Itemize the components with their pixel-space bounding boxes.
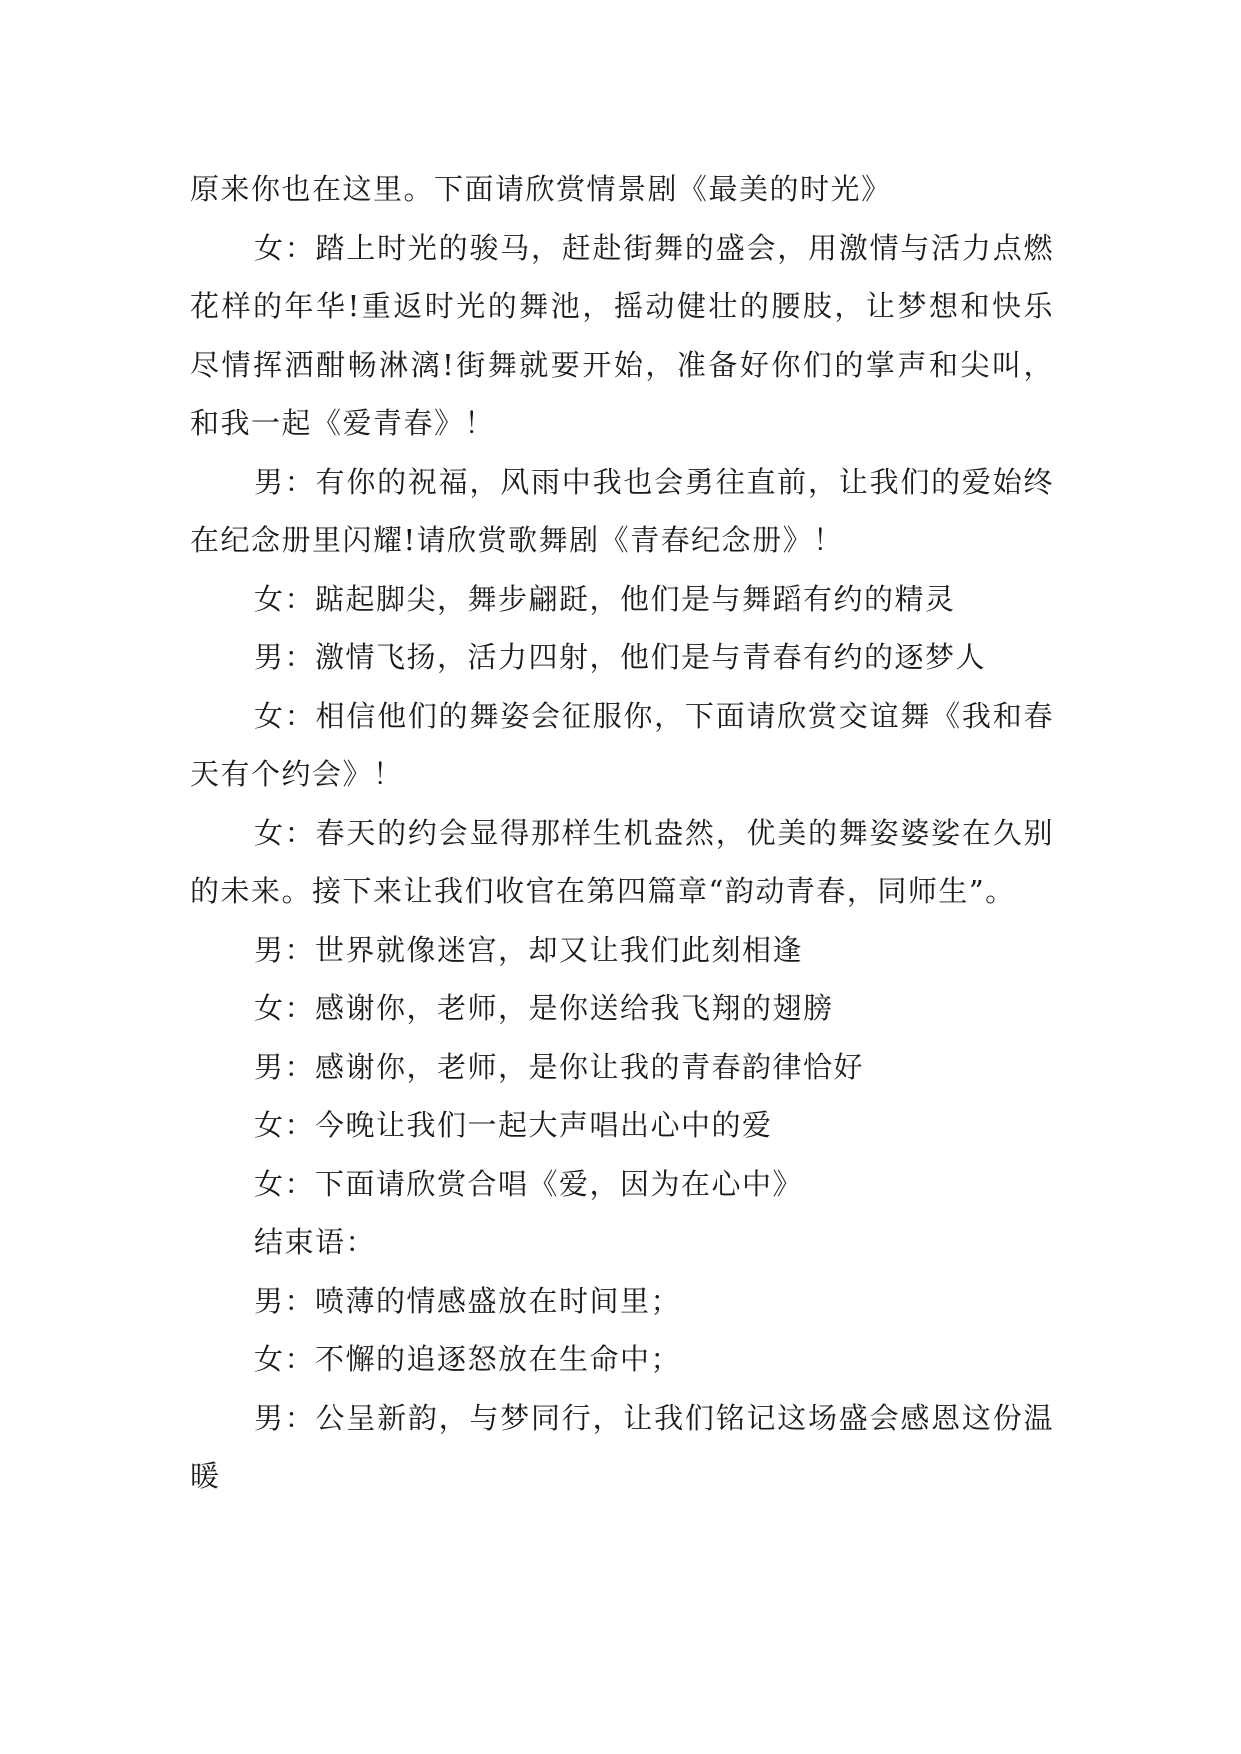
- paragraph-9: 女：感谢你，老师，是你送给我飞翔的翅膀: [254, 991, 834, 1025]
- paragraph-1: 原来你也在这里。下面请欣赏情景剧《最美的时光》: [190, 172, 892, 206]
- paragraph-8: 男：世界就像迷宫，却又让我们此刻相逢: [254, 932, 804, 967]
- paragraph-7: 女：春天的约会显得那样生机盎然，优美的舞姿婆娑在久别的未来。接下来让我们收官在第四篇章“韵动青春，同师生”。: [190, 815, 1054, 908]
- paragraph-14: 男：喷薄的情感盛放在时间里；: [254, 1283, 682, 1318]
- document-body: [190, 160, 1054, 1506]
- paragraph-12: 女：下面请欣赏合唱《爱，因为在心中》: [254, 1166, 804, 1201]
- paragraph-4: 女：踮起脚尖，舞步翩跹，他们是与舞蹈有约的精灵: [254, 581, 956, 616]
- paragraph-6: 女：相信他们的舞姿会征服你，下面请欣赏交谊舞《我和春天有个约会》！: [190, 698, 1054, 791]
- paragraph-2: 女：踏上时光的骏马，赶赴街舞的盛会，用激情与活力点燃花样的年华!重返时光的舞池，摇动健壮的腰肢，让梦想和快乐尽情挥洒酣畅淋漓!街舞就要开始，准备好你们的掌声和尖叫，和我一起《爱青春》！: [190, 230, 1054, 440]
- paragraph-15: 女：不懈的追逐怒放在生命中；: [254, 1342, 682, 1376]
- paragraph-11: 女：今晚让我们一起大声唱出心中的爱: [254, 1108, 773, 1142]
- paragraph-3: 男：有你的祝福，风雨中我也会勇往直前，让我们的爱始终在纪念册里闪耀!请欣赏歌舞剧《青春纪念册》！: [190, 464, 1054, 557]
- paragraph-16: 男：公呈新韵，与梦同行，让我们铭记这场盛会感恩这份温暖: [190, 1400, 1054, 1493]
- paragraph-10: 男：感谢你，老师，是你让我的青春韵律恰好: [254, 1049, 865, 1084]
- closing-heading: 结束语：: [254, 1225, 377, 1259]
- paragraph-5: 男：激情飞扬，活力四射，他们是与青春有约的逐梦人: [254, 640, 987, 674]
